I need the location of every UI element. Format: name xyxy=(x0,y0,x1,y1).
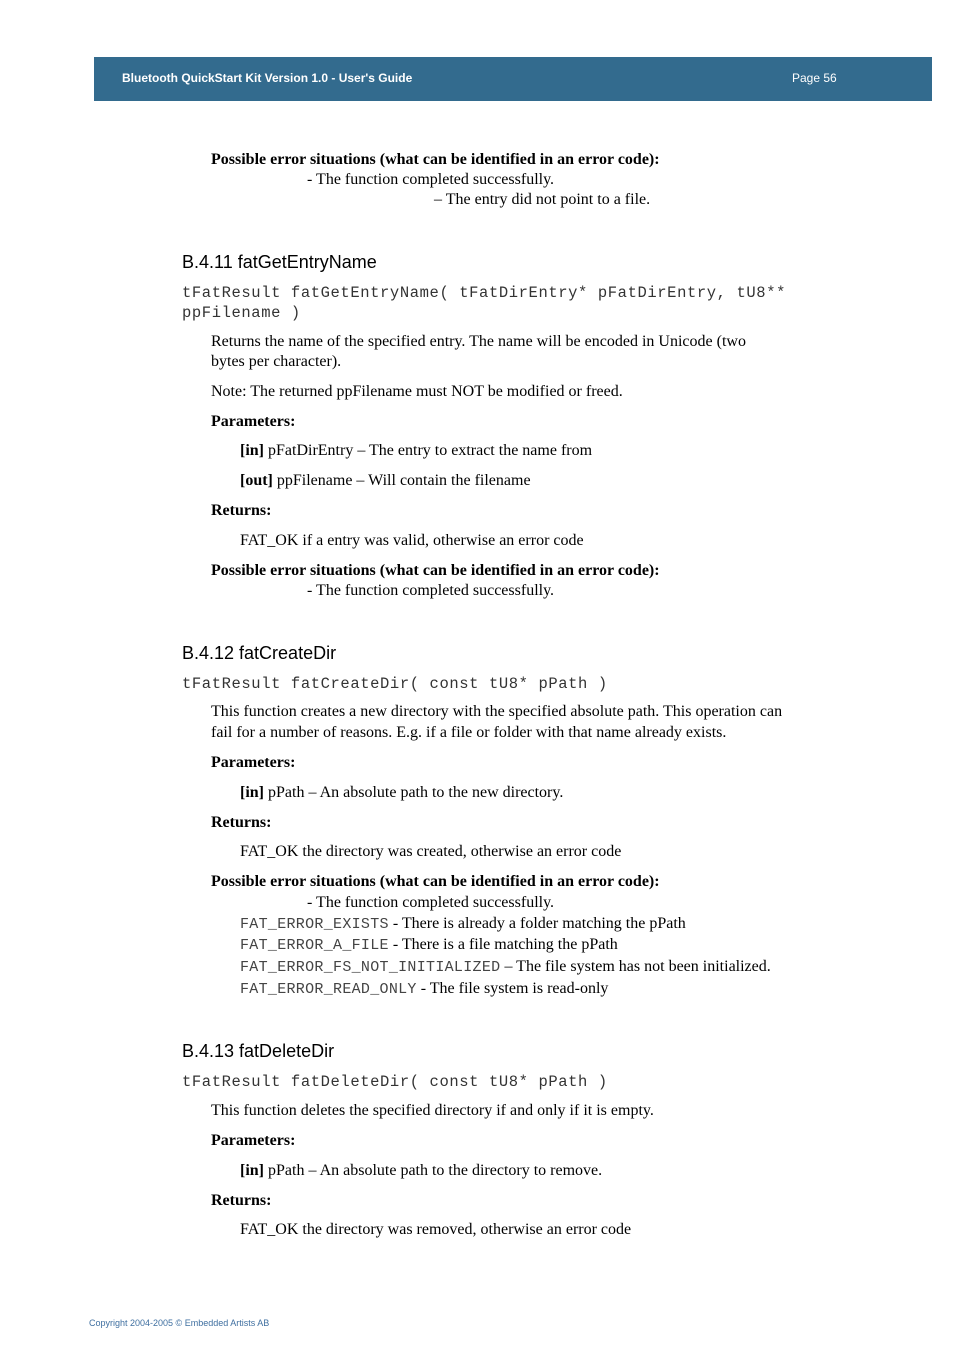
function-prototype: ppFilename ) xyxy=(182,304,301,322)
returns-text: FAT_OK the directory was created, otherwise an error code xyxy=(240,843,622,860)
param-text: pPath – An absolute path to the directory to remove. xyxy=(264,1162,603,1179)
returns-label: Returns: xyxy=(211,1192,272,1209)
error-code: FAT_ERROR_FS_NOT_INITIALIZED xyxy=(240,959,501,976)
error-code-desc: - There is a file matching the pPath xyxy=(388,936,618,953)
param-direction: [in] xyxy=(240,784,264,801)
parameters-label: Parameters: xyxy=(211,754,296,771)
error-item: - The function completed successfully. xyxy=(307,582,555,599)
error-code: FAT_ERROR_READ_ONLY xyxy=(240,981,417,998)
description: This function deletes the specified directory if and only if it is empty. xyxy=(211,1102,654,1119)
param-direction: [in] xyxy=(240,442,264,459)
section-heading: B.4.12 fatCreateDir xyxy=(182,643,337,663)
function-prototype: tFatResult fatDeleteDir( const tU8* pPath ) xyxy=(182,1073,608,1091)
error-code-row xyxy=(240,958,771,976)
document-title: Bluetooth QuickStart Kit Version 1.0 - User's Guide xyxy=(122,71,413,85)
page-header xyxy=(94,57,932,101)
returns-text: FAT_OK if a entry was valid, otherwise an error code xyxy=(240,532,584,549)
param-text: pFatDirEntry – The entry to extract the name from xyxy=(264,442,593,459)
errors-heading: Possible error situations (what can be identified in an error code): xyxy=(211,873,660,890)
function-prototype: tFatResult fatGetEntryName( tFatDirEntry* pFatDirEntry, tU8** xyxy=(182,284,786,302)
errors-heading: Possible error situations (what can be identified in an error code): xyxy=(211,562,660,579)
param-direction: [in] xyxy=(240,1162,264,1179)
errors-heading: Possible error situations (what can be identified in an error code): xyxy=(211,151,660,168)
param-direction: [out] xyxy=(240,472,273,489)
section-heading: B.4.13 fatDeleteDir xyxy=(182,1041,335,1061)
description: fail for a number of reasons. E.g. if a file or folder with that name already exists. xyxy=(211,724,727,741)
parameter xyxy=(240,1162,602,1180)
returns-label: Returns: xyxy=(211,814,272,831)
description: Returns the name of the specified entry. The name will be encoded in Unicode (two xyxy=(211,333,746,350)
page-number: Page 56 xyxy=(792,71,837,85)
error-code-desc: – The file system has not been initialized. xyxy=(500,958,771,975)
note: Note: The returned ppFilename must NOT be modified or freed. xyxy=(211,383,623,400)
function-prototype: tFatResult fatCreateDir( const tU8* pPath ) xyxy=(182,675,608,693)
returns-text: FAT_OK the directory was removed, otherwise an error code xyxy=(240,1221,632,1238)
parameter xyxy=(240,442,592,460)
error-code-row xyxy=(240,915,686,933)
parameters-label: Parameters: xyxy=(211,1132,296,1149)
section-heading: B.4.11 fatGetEntryName xyxy=(182,252,377,272)
param-text: pPath – An absolute path to the new directory. xyxy=(264,784,564,801)
error-item: - The function completed successfully. xyxy=(307,894,555,911)
error-code: FAT_ERROR_EXISTS xyxy=(240,916,389,933)
returns-label: Returns: xyxy=(211,502,272,519)
error-code: FAT_ERROR_A_FILE xyxy=(240,937,389,954)
error-code-row xyxy=(240,980,608,998)
parameter xyxy=(240,472,531,490)
error-code-desc: - The file system is read-only xyxy=(416,980,609,997)
parameter xyxy=(240,784,563,802)
error-code-row xyxy=(240,936,618,954)
error-item: – The entry did not point to a file. xyxy=(434,191,651,208)
param-text: ppFilename – Will contain the filename xyxy=(272,472,531,489)
error-code-desc: - There is already a folder matching the pPath xyxy=(388,915,686,932)
description: This function creates a new directory with the specified absolute path. This operation can xyxy=(211,703,783,720)
description: bytes per character). xyxy=(211,353,342,370)
error-item: - The function completed successfully. xyxy=(307,171,555,188)
parameters-label: Parameters: xyxy=(211,413,296,430)
copyright-footer: Copyright 2004-2005 © Embedded Artists AB xyxy=(89,1318,270,1328)
